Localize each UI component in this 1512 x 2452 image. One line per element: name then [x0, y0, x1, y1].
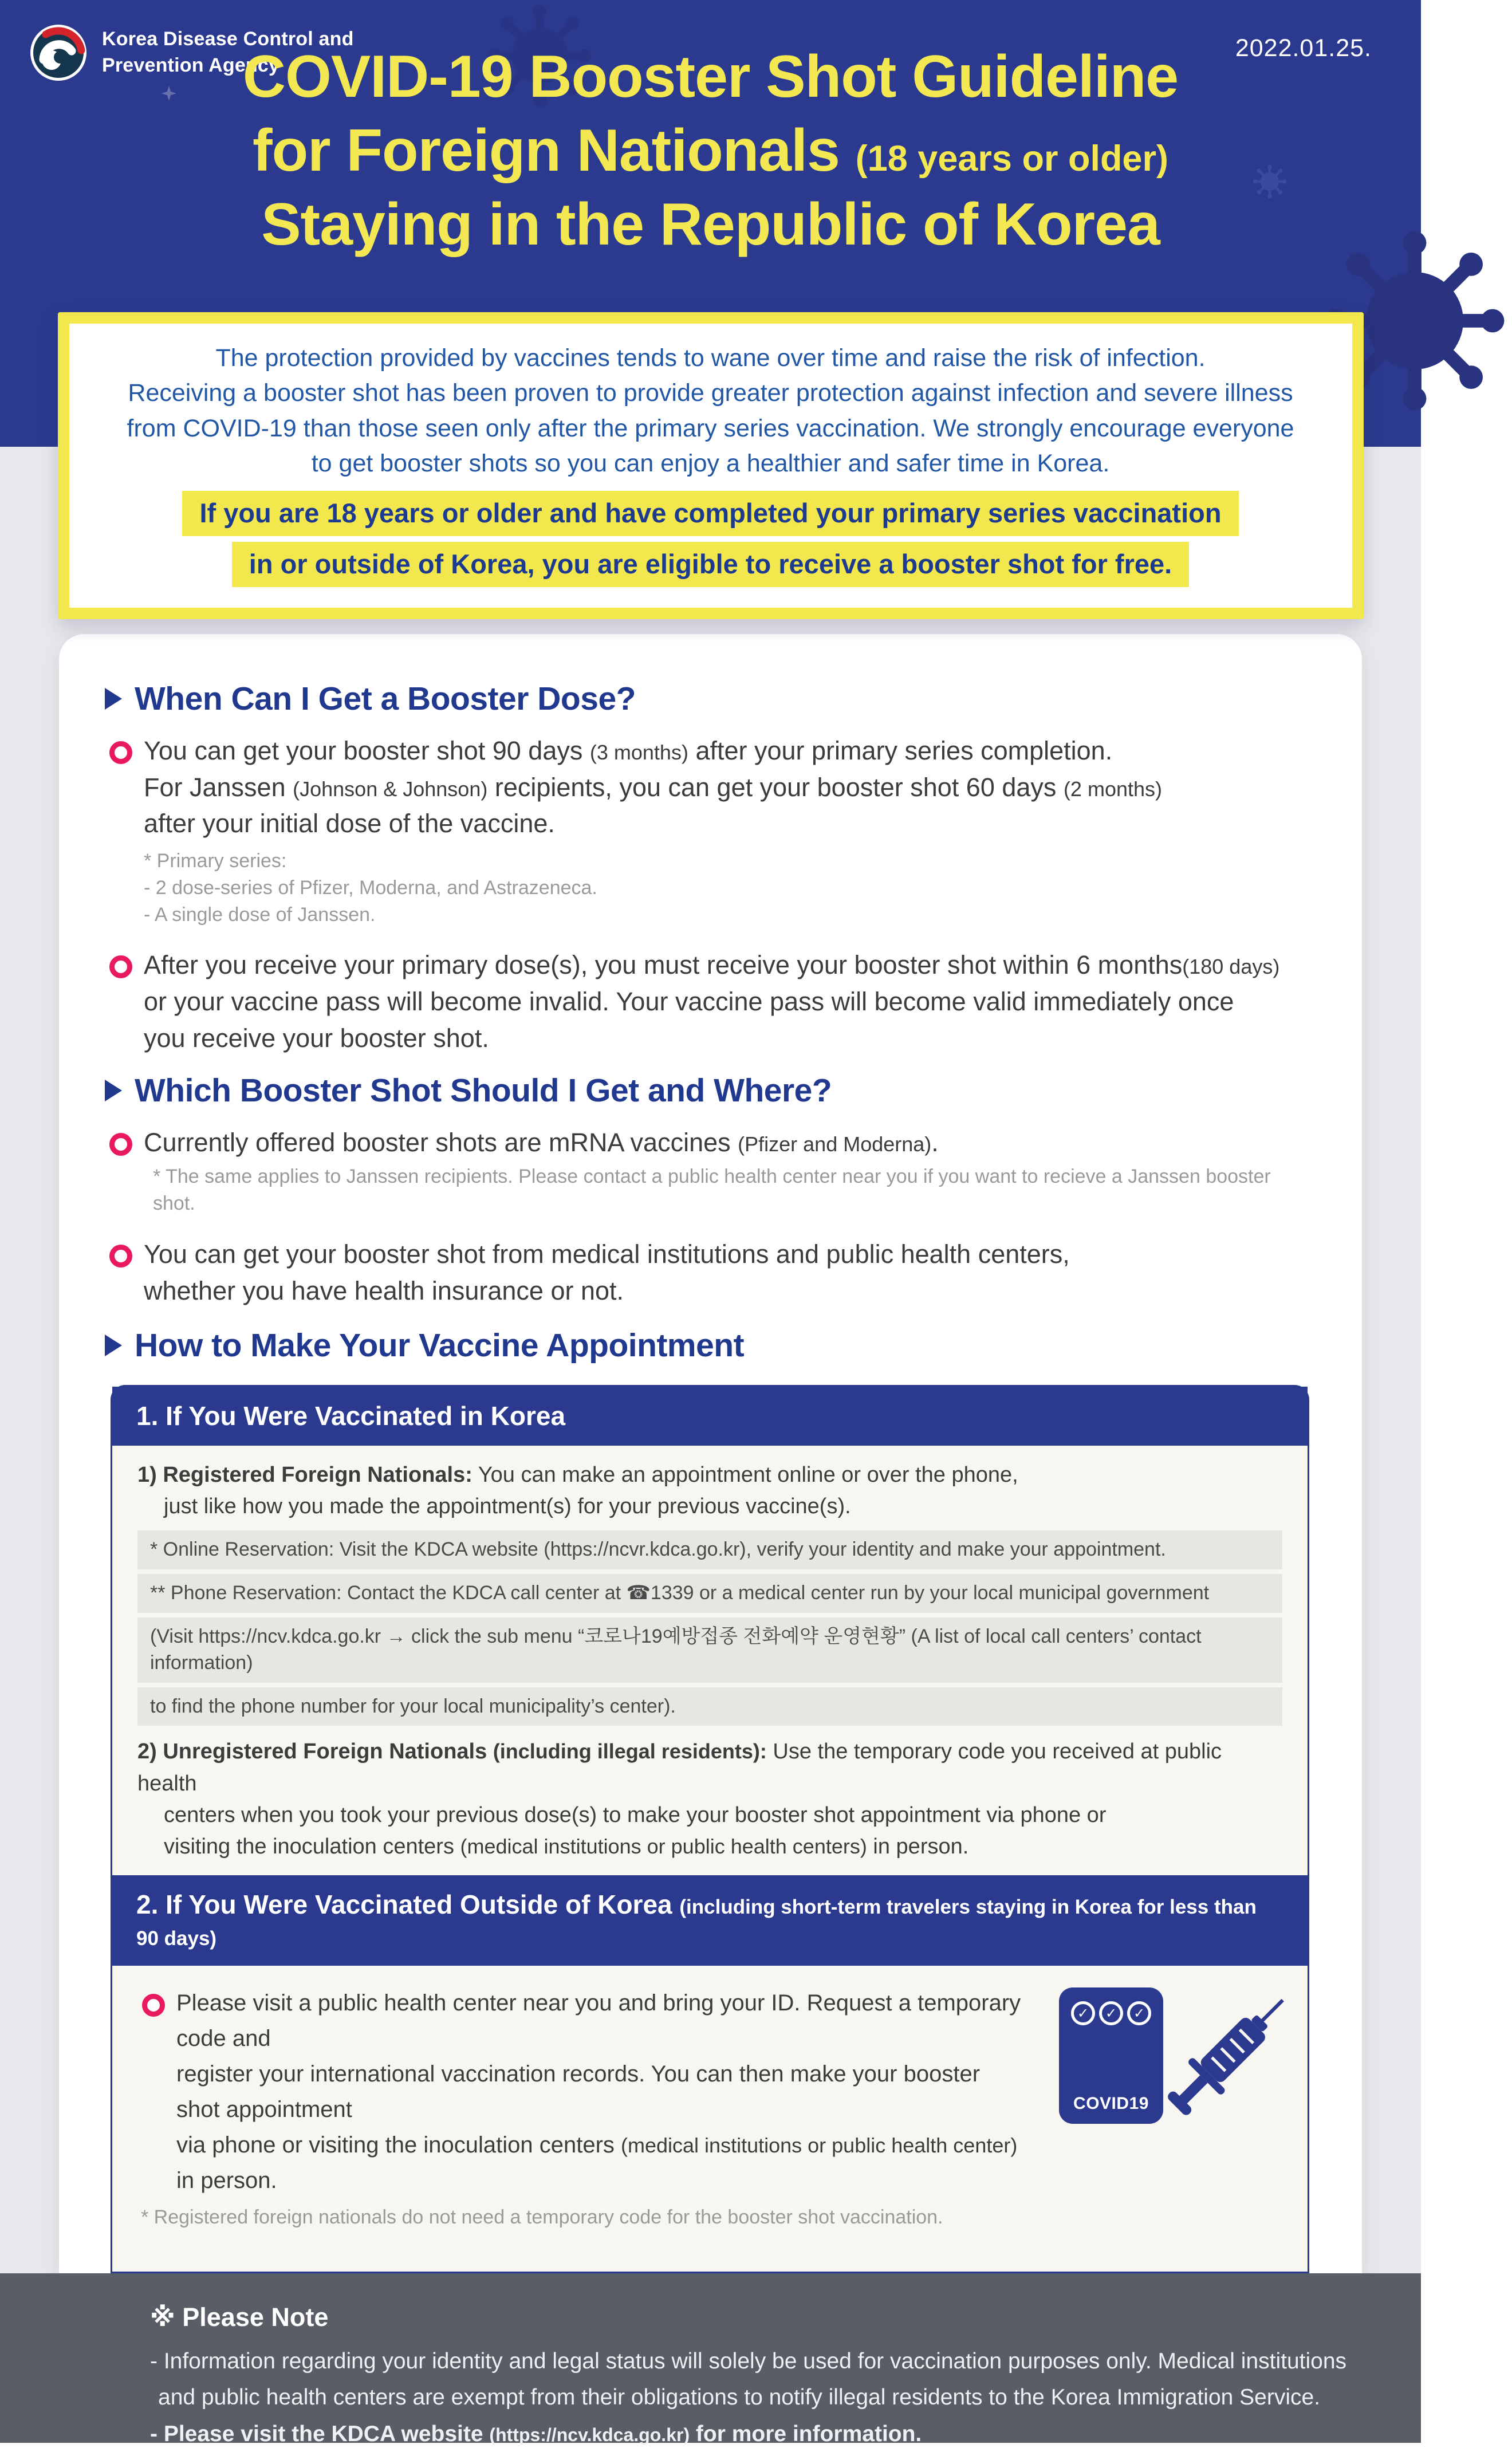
- bullet-item: [109, 733, 1309, 843]
- lead-in-run: 1) Registered Foreign Nationals:: [137, 1462, 472, 1487]
- bullet-item: [109, 1236, 1309, 1309]
- text-line: you receive your booster shot.: [144, 1023, 489, 1053]
- intro-text-line: Receiving a booster shot has been proven to provide greater protection against infection and severe illness: [128, 379, 1293, 407]
- temporary-code-note: * Registered foreign nationals do not need a temporary code for the booster shot vaccination.: [141, 2206, 943, 2229]
- text-line: [137, 1831, 1282, 1863]
- ring-bullet-icon: [109, 1133, 132, 1156]
- poster-date: 2022.01.25.: [1235, 34, 1372, 62]
- text-run: - Please visit the KDCA website: [150, 2421, 490, 2446]
- outside-korea-text-column: [137, 1985, 1028, 2272]
- text-run: visiting the inoculation centers: [164, 1834, 460, 1859]
- small-note-run: (medical institutions or public health centers): [460, 1834, 867, 1858]
- section-which: [105, 1072, 1309, 1309]
- lead-in-note-run: (including illegal residents):: [493, 1739, 767, 1764]
- box-header-note: (including short-term travelers staying in Korea for less than 90 days): [136, 1895, 1257, 1950]
- text-line: You can get your booster shot from medical institutions and public health centers,: [144, 1239, 1070, 1269]
- small-note-run: (medical institutions or public health center): [621, 2134, 1018, 2158]
- footer-heading: ※ Please Note: [150, 2303, 329, 2332]
- text-run: Currently offered booster shots are mRNA vaccines: [144, 1127, 738, 1157]
- text-run: You can get your booster shot 90 days: [144, 735, 590, 765]
- intro-message-box: [58, 312, 1364, 619]
- check-circle-icon: ✓: [1071, 2001, 1095, 2025]
- section-heading: [105, 680, 1309, 718]
- bullet-item: [109, 1124, 1309, 1161]
- text-line: [137, 1736, 1282, 1799]
- section-heading-text: When Can I Get a Booster Dose?: [135, 680, 636, 717]
- text-run: .: [931, 1127, 939, 1157]
- syringe-icon: [1156, 1971, 1300, 2149]
- section-heading: [105, 1327, 1309, 1364]
- text-line: Please visit a public health center near you and bring your ID. Request a temporary code and: [176, 1990, 1021, 2052]
- section-how: [105, 1327, 1309, 2274]
- small-note-run: (180 days): [1182, 955, 1280, 979]
- triangle-marker-icon: [105, 688, 122, 710]
- text-line: [137, 1459, 1282, 1491]
- vaccinated-outside-korea-header: [112, 1875, 1308, 1966]
- text-line: register your international vaccination records. You can then make your booster shot appointment: [176, 2061, 981, 2123]
- check-circles-row: [1071, 2001, 1151, 2025]
- text-line: [144, 947, 1279, 983]
- vaccinated-outside-korea-body: [112, 1966, 1308, 2272]
- ring-bullet-icon: [109, 1245, 132, 1268]
- text-run: after your primary series completion.: [688, 735, 1113, 765]
- eligibility-highlight: [86, 491, 1335, 587]
- registered-nationals-paragraph: [137, 1459, 1282, 1522]
- bullet-text: [144, 733, 1162, 843]
- lead-in-run: 2) Unregistered Foreign Nationals: [137, 1739, 493, 1764]
- title-line2: for Foreign Nationals: [253, 117, 856, 184]
- small-note-run: (3 months): [589, 740, 688, 764]
- text-run: via phone or visiting the inoculation centers: [176, 2132, 621, 2158]
- intro-text-line: to get booster shots so you can enjoy a healthier and safer time in Korea.: [311, 450, 1110, 478]
- covid-card-illustration: [1042, 1985, 1282, 2272]
- text-run: After you receive your primary dose(s), you must receive your booster shot within 6 months: [144, 950, 1183, 980]
- bullet-text: [144, 947, 1279, 1057]
- intro-text-line: The protection provided by vaccines tends to wane over time and raise the risk of infection.: [215, 344, 1206, 372]
- triangle-marker-icon: [105, 1080, 122, 1101]
- text-run: You can make an appointment online or over the phone,: [472, 1462, 1018, 1487]
- appointment-box: [111, 1385, 1309, 2274]
- unregistered-nationals-paragraph: [137, 1736, 1282, 1862]
- reservation-info-bar: * Online Reservation: Visit the KDCA website (https://ncvr.kdca.go.kr), verify your identity and make your appointment.: [137, 1530, 1282, 1569]
- text-line: [144, 733, 1162, 769]
- bullet-item: [109, 947, 1309, 1057]
- bullet-item: [142, 1985, 1028, 2198]
- ring-bullet-icon: [109, 955, 132, 978]
- covid19-card-label: COVID19: [1073, 2094, 1149, 2113]
- title-line3: Staying in the Republic of Korea: [261, 191, 1160, 258]
- reservation-info-bar: to find the phone number for your local municipality’s center).: [137, 1687, 1282, 1726]
- please-note-footer: [0, 2273, 1421, 2446]
- vaccination-card-icon: [1059, 1987, 1163, 2124]
- highlight-line1: If you are 18 years or older and have completed your primary series vaccination: [182, 491, 1238, 536]
- text-run: Use the temporary code you received at public health: [137, 1739, 1222, 1796]
- footer-note-line: and public health centers are exempt from their obligations to notify illegal residents to the Korea Immigration Service.: [158, 2384, 1321, 2410]
- triangle-marker-icon: [105, 1335, 122, 1356]
- primary-series-notes: [144, 848, 1309, 928]
- section-when: [105, 680, 1309, 1057]
- section-heading: [105, 1072, 1309, 1109]
- text-run: recipients, you can get your booster shot 60 days: [487, 772, 1064, 802]
- text-run: For Janssen: [144, 772, 293, 802]
- text-run: for more information.: [690, 2421, 922, 2446]
- content-area: [0, 312, 1421, 2273]
- reservation-info-bar: (Visit https://ncv.kdca.go.kr → click the sub menu “코로나19예방접종 전화예약 운영현황” (A list of local call centers’ contact information): [137, 1617, 1282, 1683]
- text-line: [176, 2127, 1028, 2198]
- ring-bullet-icon: [109, 741, 132, 764]
- poster-title: [0, 40, 1421, 262]
- vaccinated-in-korea-body: [112, 1446, 1308, 1875]
- text-line: [144, 769, 1162, 806]
- text-line: just like how you made the appointment(s) for your previous vaccine(s).: [164, 1494, 851, 1518]
- intro-text-line: from COVID-19 than those seen only after the primary series vaccination. We strongly encourage everyone: [127, 414, 1294, 442]
- small-note-run: (2 months): [1063, 777, 1162, 801]
- text-run: in person.: [176, 2168, 277, 2194]
- bullet-text: [144, 1124, 939, 1161]
- note-line: * Primary series:: [144, 850, 287, 872]
- text-run: in person.: [867, 1834, 969, 1859]
- agency-name-line1: Korea Disease Control and: [102, 28, 354, 50]
- text-line: after your initial dose of the vaccine.: [144, 809, 555, 839]
- check-circle-icon: ✓: [1127, 2001, 1151, 2025]
- text-line: [144, 1124, 939, 1161]
- janssen-note: * The same applies to Janssen recipients. Please contact a public health center near you if you want to recieve a Janssen booster shot.: [153, 1165, 1271, 1215]
- bullet-text: [176, 1985, 1028, 2198]
- vaccinated-in-korea-header: 1. If You Were Vaccinated in Korea: [112, 1387, 1308, 1446]
- reservation-info-bar: ** Phone Reservation: Contact the KDCA call center at ☎1339 or a medical center run by your local municipal government: [137, 1574, 1282, 1613]
- header-banner: [0, 0, 1421, 312]
- text-line: or your vaccine pass will become invalid. Your vaccine pass will become valid immediately once: [144, 986, 1234, 1016]
- small-note-run: (Pfizer and Moderna): [738, 1132, 932, 1156]
- title-line1: COVID-19 Booster Shot Guideline: [242, 44, 1179, 110]
- ring-bullet-icon: [142, 1994, 165, 2017]
- agency-name-line2: Prevention Agency: [102, 54, 280, 76]
- note-line: - A single dose of Janssen.: [144, 904, 376, 926]
- text-line: whether you have health insurance or not.: [144, 1276, 624, 1305]
- small-note-run: (https://ncv.kdca.go.kr): [489, 2424, 690, 2445]
- footer-note-line: [150, 2416, 1398, 2452]
- section-heading-text: Which Booster Shot Should I Get and Where?: [135, 1072, 832, 1109]
- check-circle-icon: ✓: [1099, 2001, 1123, 2025]
- bullet-text: [144, 1236, 1070, 1309]
- highlight-line2: in or outside of Korea, you are eligible to receive a booster shot for free.: [232, 542, 1189, 587]
- footer-note-line: - Information regarding your identity and legal status will solely be used for vaccination purposes only. Medical institutions: [150, 2349, 1347, 2374]
- main-panel: [59, 634, 1362, 2274]
- note-line: - 2 dose-series of Pfizer, Moderna, and Astrazeneca.: [144, 877, 597, 899]
- title-age-note: (18 years or older): [855, 138, 1168, 179]
- small-note-run: (Johnson & Johnson): [293, 777, 488, 801]
- box-header-text: 2. If You Were Vaccinated Outside of Korea: [136, 1889, 680, 1919]
- text-line: centers when you took your previous dose(s) to make your booster shot appointment via phone or: [164, 1802, 1107, 1827]
- section-heading-text: How to Make Your Vaccine Appointment: [135, 1327, 745, 1364]
